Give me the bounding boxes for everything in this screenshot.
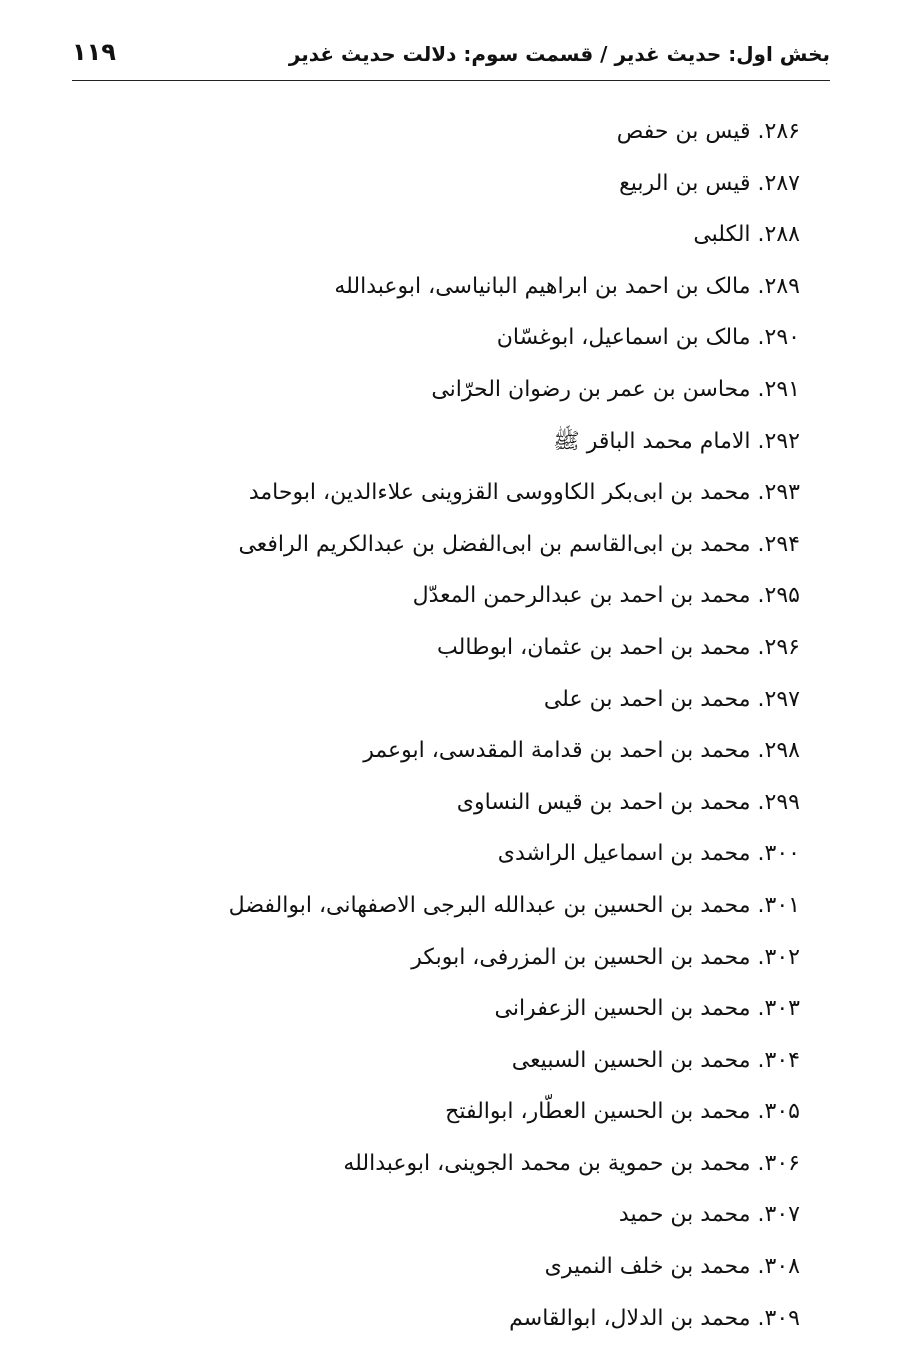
- entry-number: ۳۰۷.: [757, 1202, 800, 1228]
- list-item: [100, 983, 800, 1035]
- list-item: [100, 209, 800, 261]
- entry-number: ۲۸۷.: [757, 170, 800, 196]
- entry-name: محمد بن خلف النمیری: [544, 1254, 751, 1280]
- entry-name: محمد بن الحسین بن عبدالله البرجی الاصفهانی، ابوالفضل: [228, 892, 751, 918]
- entry-name: محمد بن الحسین الزعفرانی: [494, 996, 751, 1022]
- entry-name: محمد بن اسماعیل الراشدی: [497, 841, 751, 867]
- narrator-list: [100, 106, 800, 1344]
- entry-number: ۲۹۲.: [757, 428, 800, 454]
- entry-name: محمد بن احمد بن عبدالرحمن المعدّل: [412, 583, 751, 609]
- running-title: بخش اول: حدیث غدیر / قسمت سوم: دلالت حدیث غدیر: [288, 42, 830, 66]
- entry-number: ۲۹۶.: [757, 634, 800, 660]
- entry-number: ۳۰۵.: [757, 1099, 800, 1125]
- entry-number: ۳۰۳.: [757, 996, 800, 1022]
- entry-name: الامام محمد الباقر ﷺ: [553, 428, 751, 454]
- entry-number: ۳۰۰.: [757, 841, 800, 867]
- entry-number: ۲۸۹.: [757, 273, 800, 299]
- list-item: [100, 1138, 800, 1190]
- list-item: [100, 1189, 800, 1241]
- entry-name: قیس بن الربیع: [619, 170, 751, 196]
- entry-number: ۳۰۸.: [757, 1254, 800, 1280]
- list-item: [100, 312, 800, 364]
- list-item: [100, 880, 800, 932]
- entry-name: محمد بن حمویة بن محمد الجوینی، ابوعبدالله: [343, 1150, 751, 1176]
- list-item: [100, 158, 800, 210]
- list-item: [100, 106, 800, 158]
- entry-name: محمد بن ابی‌القاسم بن ابی‌الفضل بن عبدالکریم الرافعی: [238, 531, 751, 557]
- list-item: [100, 932, 800, 984]
- entry-name: محمد بن الحسین العطّار، ابوالفتح: [445, 1099, 751, 1125]
- entry-number: ۲۹۹.: [757, 789, 800, 815]
- entry-name: مالک بن اسماعیل، ابوغسّان: [496, 325, 751, 351]
- entry-name: الکلبی: [693, 222, 751, 248]
- list-item: [100, 1241, 800, 1293]
- entry-name: محاسن بن عمر بن رضوان الحرّانی: [431, 376, 751, 402]
- entry-number: ۲۸۸.: [757, 222, 800, 248]
- entry-name: محمد بن الحسین السبیعی: [511, 1047, 751, 1073]
- list-item: [100, 622, 800, 674]
- entry-name: محمد بن احمد بن قیس النساوی: [456, 789, 751, 815]
- list-item: [100, 1086, 800, 1138]
- entry-name: قیس بن حفص: [616, 119, 751, 144]
- list-item: [100, 1035, 800, 1087]
- list-item: [100, 725, 800, 777]
- entry-name: محمد بن حمید: [618, 1202, 751, 1228]
- entry-number: ۳۰۶.: [757, 1150, 800, 1176]
- page-header: [72, 34, 830, 81]
- list-item: [100, 364, 800, 416]
- list-item: [100, 416, 800, 468]
- entry-name: محمد بن احمد بن قدامة المقدسی، ابوعمر: [363, 738, 751, 764]
- entry-name: مالک بن احمد بن ابراهیم البانیاسی، ابوعبدالله: [334, 273, 751, 299]
- entry-number: ۲۹۵.: [757, 583, 800, 609]
- entry-number: ۲۹۷.: [757, 686, 800, 712]
- entry-name: محمد بن الحسین بن المزرفی، ابوبکر: [411, 944, 751, 970]
- list-item: [100, 467, 800, 519]
- list-item: [100, 570, 800, 622]
- entry-number: ۳۰۹.: [757, 1305, 800, 1331]
- entry-number: ۲۸۶.: [757, 119, 800, 144]
- entry-number: ۲۹۴.: [757, 531, 800, 557]
- entry-number: ۲۹۱.: [757, 376, 800, 402]
- entry-name: محمد بن احمد بن عثمان، ابوطالب: [437, 634, 751, 660]
- entry-number: ۳۰۴.: [757, 1047, 800, 1073]
- list-item: [100, 519, 800, 571]
- list-item: [100, 1293, 800, 1345]
- entry-name: محمد بن احمد بن علی: [543, 686, 751, 712]
- entry-name: محمد بن الدلال، ابوالقاسم: [509, 1305, 751, 1331]
- entry-number: ۳۰۱.: [757, 892, 800, 918]
- list-item: [100, 777, 800, 829]
- entry-number: ۳۰۲.: [757, 944, 800, 970]
- page-number: ۱۱۹: [72, 38, 116, 66]
- list-item: [100, 828, 800, 880]
- list-item: [100, 261, 800, 313]
- entry-name: محمد بن ابی‌بکر الکاووسی القزوینی علاءالدین، ابوحامد: [248, 480, 751, 506]
- entry-number: ۲۹۳.: [757, 480, 800, 506]
- entry-number: ۲۹۸.: [757, 738, 800, 764]
- list-item: [100, 674, 800, 726]
- entry-number: ۲۹۰.: [757, 325, 800, 351]
